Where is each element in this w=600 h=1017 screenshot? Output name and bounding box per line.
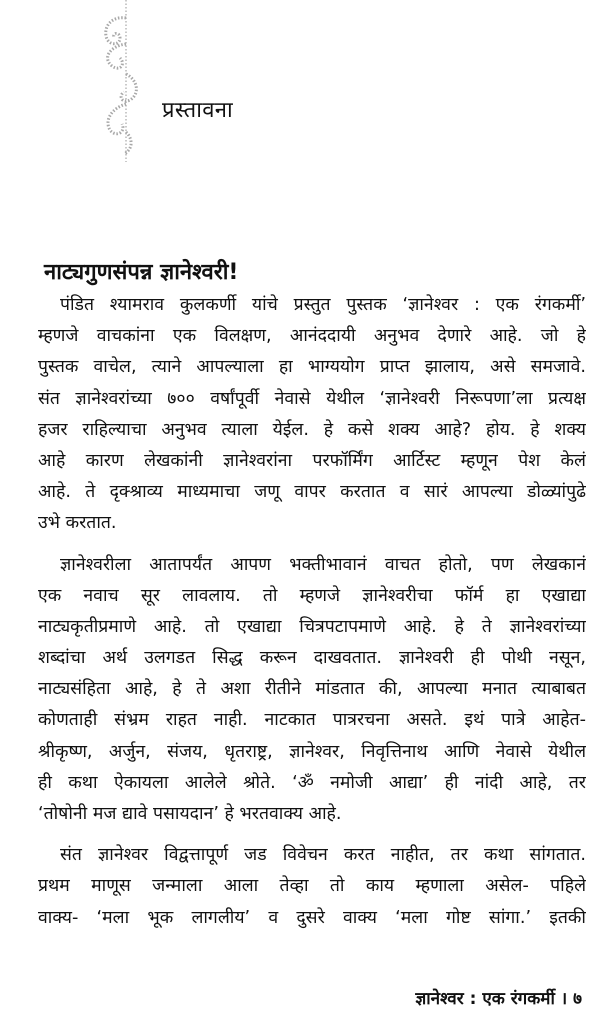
page-number: ७ (573, 989, 582, 1009)
text-line: वाक्य- ‘मला भूक लागलीय’ व दुसरे वाक्य ‘मला गोष्ट सांगा.’ इतकी (38, 907, 586, 928)
text-line: श्रीकृष्ण, अर्जुन, संजय, धृतराष्ट्र, ज्ञानेश्वर, निवृत्तिनाथ आणि नेवासे येथील (38, 741, 586, 762)
text-line: पुस्तक वाचेल, त्याने आपल्याला हा भाग्ययोग प्राप्त झालाय, असे समजावे. (38, 357, 586, 378)
text-line: एक नवाच सूर लावलाय. तो म्हणजे ज्ञानेश्वरीचा फॉर्म हा एखाद्या (38, 585, 586, 606)
text-line: कोणताही संभ्रम राहत नाही. नाटकात पात्ररचना असते. इथं पात्रे आहेत- (38, 710, 586, 731)
text-line: संत ज्ञानेश्वरांच्या ७०० वर्षांपूर्वी नेवासे येथील ‘ज्ञानेश्वरी निरूपणा’ला प्रत्यक्ष (38, 388, 586, 409)
text-line: ज्ञानेश्वरीला आतापर्यंत आपण भक्तीभावानं वाचत होतो, पण लेखकानं (60, 554, 586, 575)
page-footer (415, 986, 582, 1009)
paragraph (38, 550, 586, 831)
text-line: प्रथम माणूस जन्माला आला तेव्हा तो काय म्हणाला असेल- पहिले (38, 876, 586, 897)
body-text (38, 290, 586, 934)
text-line: आहे. ते दृक्श्राव्य माध्यमाचा जणू वापर करतात व सारं आपल्या डोळ्यांपुढे (38, 482, 586, 503)
text-line: पंडित श्यामराव कुलकर्णी यांचे प्रस्तुत पुस्तक ‘ज्ञानेश्वर : एक रंगकर्मी’ (60, 295, 586, 315)
text-line: म्हणजे वाचकांना एक विलक्षण, आनंददायी अनुभव देणारे आहे. जो हे (38, 326, 586, 347)
text-line: शब्दांचा अर्थ उलगडत सिद्ध करून दाखवतात. ज्ञानेश्वरी ही पोथी नसून, (38, 648, 586, 669)
text-line: ही कथा ऐकायला आलेले श्रोते. ‘ॐ नमोजी आद्या’ ही नांदी आहे, तर (38, 772, 586, 793)
decorative-ornament (92, 0, 148, 162)
footer-separator: । (560, 989, 568, 1009)
paragraph (38, 840, 586, 934)
text-line: आहे कारण लेखकांनी ज्ञानेश्वरांना परफॉर्मिंग आर्टिस्ट म्हणून पेश केलं (38, 450, 586, 471)
footer-book-title: ज्ञानेश्वर : एक रंगकर्मी (415, 989, 555, 1009)
text-line: संत ज्ञानेश्वर विद्वत्तापूर्ण जड विवेचन करत नाहीत, तर कथा सांगतात. (60, 845, 586, 866)
text-line: नाट्यसंहिता आहे, हे ते अशा रीतीने मांडतात की, आपल्या मनात त्याबाबत (38, 679, 586, 700)
text-line: उभे करतात. (38, 513, 117, 534)
section-title: प्रस्तावना (162, 98, 233, 123)
text-line: नाट्यकृतीप्रमाणे आहे. तो एखाद्या चित्रपटापमाणे आहे. हे ते ज्ञानेश्वरांच्या (38, 616, 586, 637)
article-heading: नाट्यगुणसंपन्न ज्ञानेश्वरी! (44, 260, 239, 285)
paragraph (38, 290, 586, 540)
text-line: हजर राहिल्याचा अनुभव त्याला येईल. हे कसे शक्य आहे? होय. हे शक्य (38, 419, 586, 440)
text-line: ‘तोषोनी मज द्यावे पसायदान’ हे भरतवाक्य आहे. (38, 804, 342, 824)
